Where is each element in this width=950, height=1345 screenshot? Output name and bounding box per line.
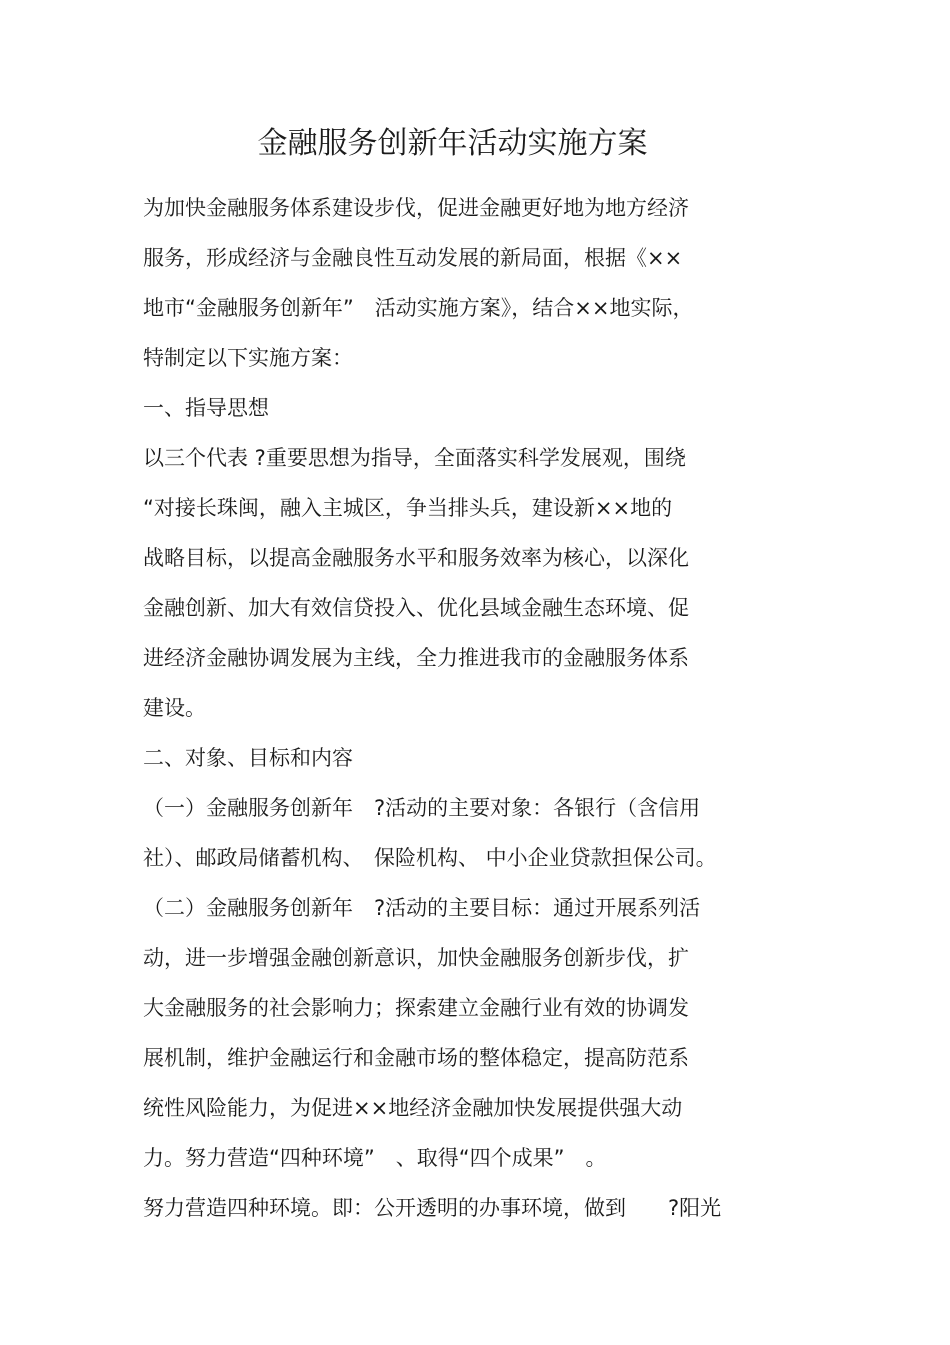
section-heading: 一、指导思想 — [143, 396, 269, 420]
paragraph-line: 为加快金融服务体系建设步伐，促进金融更好地为地方经济 — [143, 196, 689, 220]
paragraph-line: 金融创新、加大有效信贷投入、优化县域金融生态环境、促 — [143, 596, 689, 620]
paragraph-line: 社）、邮政局储蓄机构、 保险机构、 中小企业贷款担保公司。 — [143, 846, 717, 870]
paragraph-line: 以三个代表 ?重要思想为指导，全面落实科学发展观，围绕 — [143, 446, 686, 470]
paragraph-line: 建设。 — [143, 696, 206, 720]
document-title: 金融服务创新年活动实施方案 — [257, 126, 648, 161]
paragraph-line: 进经济金融协调发展为主线，全力推进我市的金融服务体系 — [143, 646, 689, 670]
paragraph-line: 特制定以下实施方案： — [143, 346, 353, 370]
paragraph-line: 大金融服务的社会影响力；探索建立金融行业有效的协调发 — [143, 996, 689, 1020]
paragraph-line: 服务，形成经济与金融良性互动发展的新局面，根据《×× — [143, 246, 683, 270]
paragraph-line: “对接长珠闽，融入主城区，争当排头兵，建设新××地的 — [143, 496, 673, 520]
paragraph-line: 动，进一步增强金融创新意识，加快金融服务创新步伐，扩 — [143, 946, 689, 970]
paragraph-line: （二）金融服务创新年 ?活动的主要目标：通过开展系列活 — [143, 896, 701, 920]
paragraph-line: 战略目标，以提高金融服务水平和服务效率为核心，以深化 — [143, 546, 689, 570]
paragraph-line: 统性风险能力，为促进××地经济金融加快发展提供强大动 — [143, 1096, 683, 1120]
paragraph-line: 展机制，维护金融运行和金融市场的整体稳定，提高防范系 — [143, 1046, 689, 1070]
document-body — [143, 183, 803, 1233]
paragraph-line: 努力营造四种环境。即：公开透明的办事环境，做到 ?阳光 — [143, 1196, 722, 1220]
paragraph-line: 地市“金融服务创新年” 活动实施方案》，结合××地实际， — [143, 296, 694, 320]
paragraph-line: 力。努力营造“四种环境” 、取得“四个成果” 。 — [143, 1146, 607, 1170]
paragraph-line: （一）金融服务创新年 ?活动的主要对象：各银行（含信用 — [143, 796, 701, 820]
section-heading: 二、对象、目标和内容 — [143, 746, 353, 770]
